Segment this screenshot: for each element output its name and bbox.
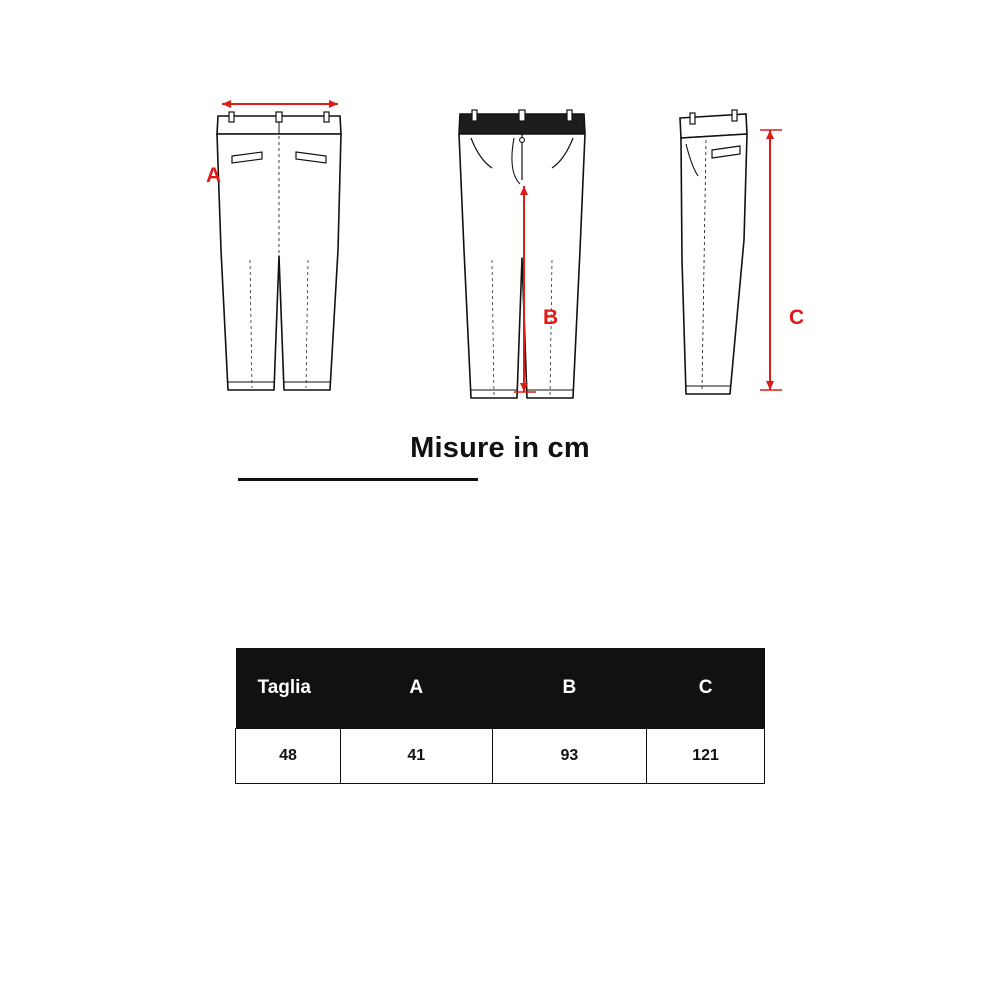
table-row [236, 729, 765, 784]
column-header-c: C [647, 648, 765, 729]
front-view-icon [430, 60, 620, 410]
column-header-b: B [492, 648, 647, 729]
trouser-illustrations [0, 60, 1000, 420]
size-table-head [236, 648, 765, 729]
measure-label-a: A [206, 164, 222, 187]
cell-taglia: 48 [236, 729, 341, 784]
size-table [235, 648, 765, 784]
figure-front-view [430, 60, 620, 415]
size-table-body [236, 729, 765, 784]
back-view-icon [180, 60, 380, 400]
figure-side-view [650, 60, 850, 415]
page-title: Misure in cm [410, 432, 590, 464]
side-view-icon [650, 60, 850, 410]
title-underline [238, 478, 478, 481]
measure-label-c: C [789, 306, 805, 329]
column-header-taglia: Taglia [236, 648, 341, 729]
cell-c: 121 [647, 729, 765, 784]
column-header-a: A [340, 648, 492, 729]
table-header-row [236, 648, 765, 729]
figure-back-view [180, 60, 380, 405]
cell-b: 93 [492, 729, 647, 784]
title-block [0, 432, 1000, 492]
cell-a: 41 [340, 729, 492, 784]
measure-label-b: B [543, 306, 559, 329]
